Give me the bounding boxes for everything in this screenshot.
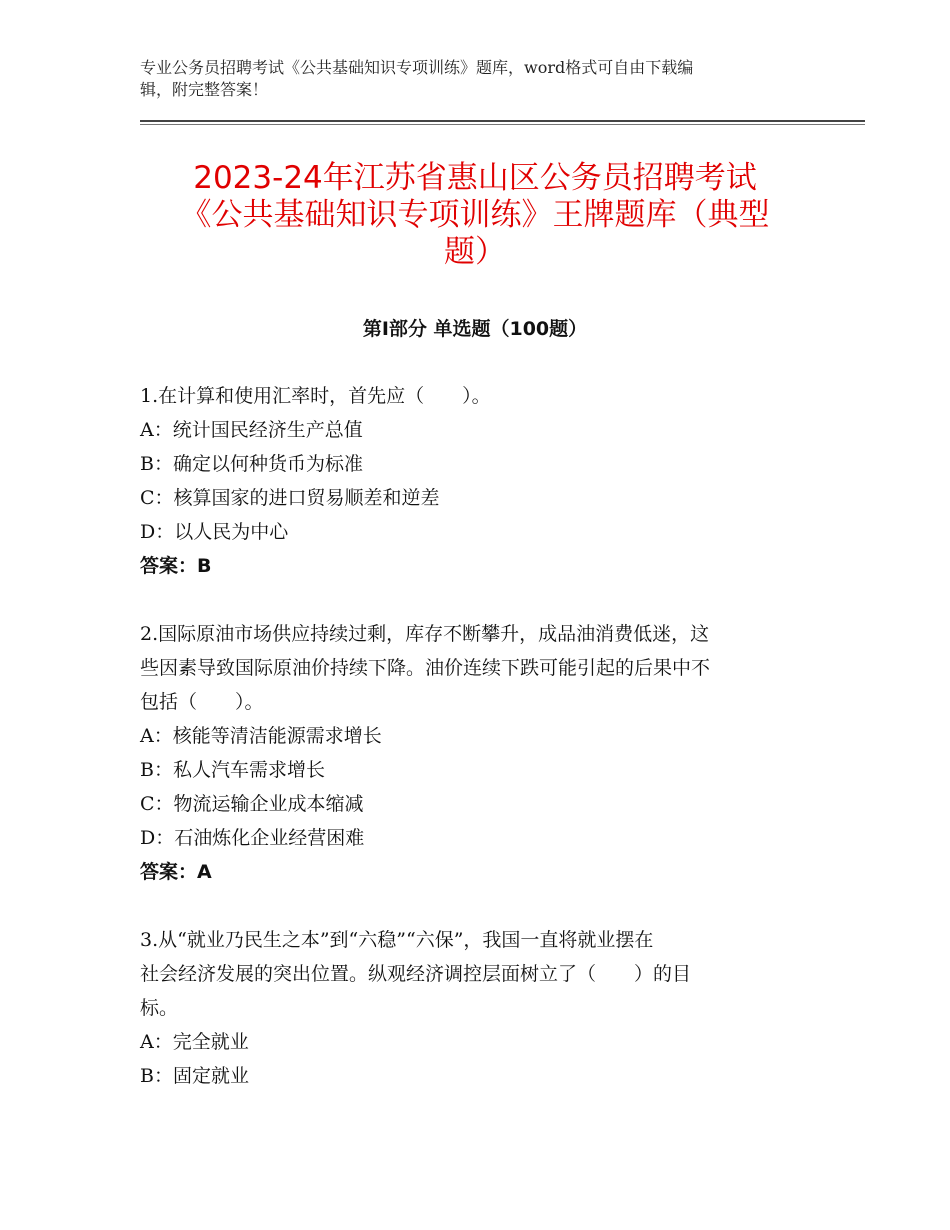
option-a: A：完全就业 [140, 1031, 249, 1053]
option-a: A：统计国民经济生产总值 [140, 419, 363, 441]
question-spacer [140, 583, 802, 617]
document-header [140, 57, 790, 101]
option-c: C：物流运输企业成本缩减 [140, 793, 364, 815]
option-d: D：以人民为中心 [140, 521, 289, 543]
question-stem-line: 3.从“就业乃民生之本”到“六稳”“六保”，我国一直将就业摆在 [140, 929, 654, 951]
question-stem-line: 些因素导致国际原油价持续下降。油价连续下跌可能引起的后果中不 [140, 657, 711, 679]
document-title [140, 160, 810, 271]
option-c: C：核算国家的进口贸易顺差和逆差 [140, 487, 440, 509]
option-b: B：固定就业 [140, 1065, 249, 1087]
title-line-3: 题） [444, 234, 506, 270]
question-1 [140, 379, 802, 583]
answer-line: 答案：A [140, 861, 212, 883]
section-heading: 第Ⅰ部分 单选题（100题） [362, 318, 588, 340]
question-list [140, 379, 802, 1093]
question-3 [140, 923, 802, 1093]
question-stem-line: 社会经济发展的突出位置。纵观经济调控层面树立了（ ）的目 [140, 963, 692, 985]
title-line-1: 2023-24年江苏省惠山区公务员招聘考试 [193, 160, 757, 196]
question-spacer [140, 889, 802, 923]
question-stem-line: 2.国际原油市场供应持续过剩，库存不断攀升，成品油消费低迷，这 [140, 623, 710, 645]
question-stem-line: 标。 [140, 997, 179, 1019]
option-d: D：石油炼化企业经营困难 [140, 827, 365, 849]
title-line-2: 《公共基础知识专项训练》王牌题库（典型 [180, 197, 770, 233]
header-line-1: 专业公务员招聘考试《公共基础知识专项训练》题库，word格式可自由下载编 [140, 58, 694, 77]
header-divider-thick [140, 120, 865, 122]
option-b: B：私人汽车需求增长 [140, 759, 325, 781]
question-stem-line: 1.在计算和使用汇率时，首先应（ ）。 [140, 385, 491, 407]
header-divider-thin [140, 124, 865, 125]
question-stem-line: 包括（ ）。 [140, 691, 264, 713]
answer-line: 答案：B [140, 555, 212, 577]
question-2 [140, 617, 802, 889]
header-line-2: 辑，附完整答案！ [140, 80, 269, 99]
option-a: A：核能等清洁能源需求增长 [140, 725, 382, 747]
option-b: B：确定以何种货币为标准 [140, 453, 363, 475]
